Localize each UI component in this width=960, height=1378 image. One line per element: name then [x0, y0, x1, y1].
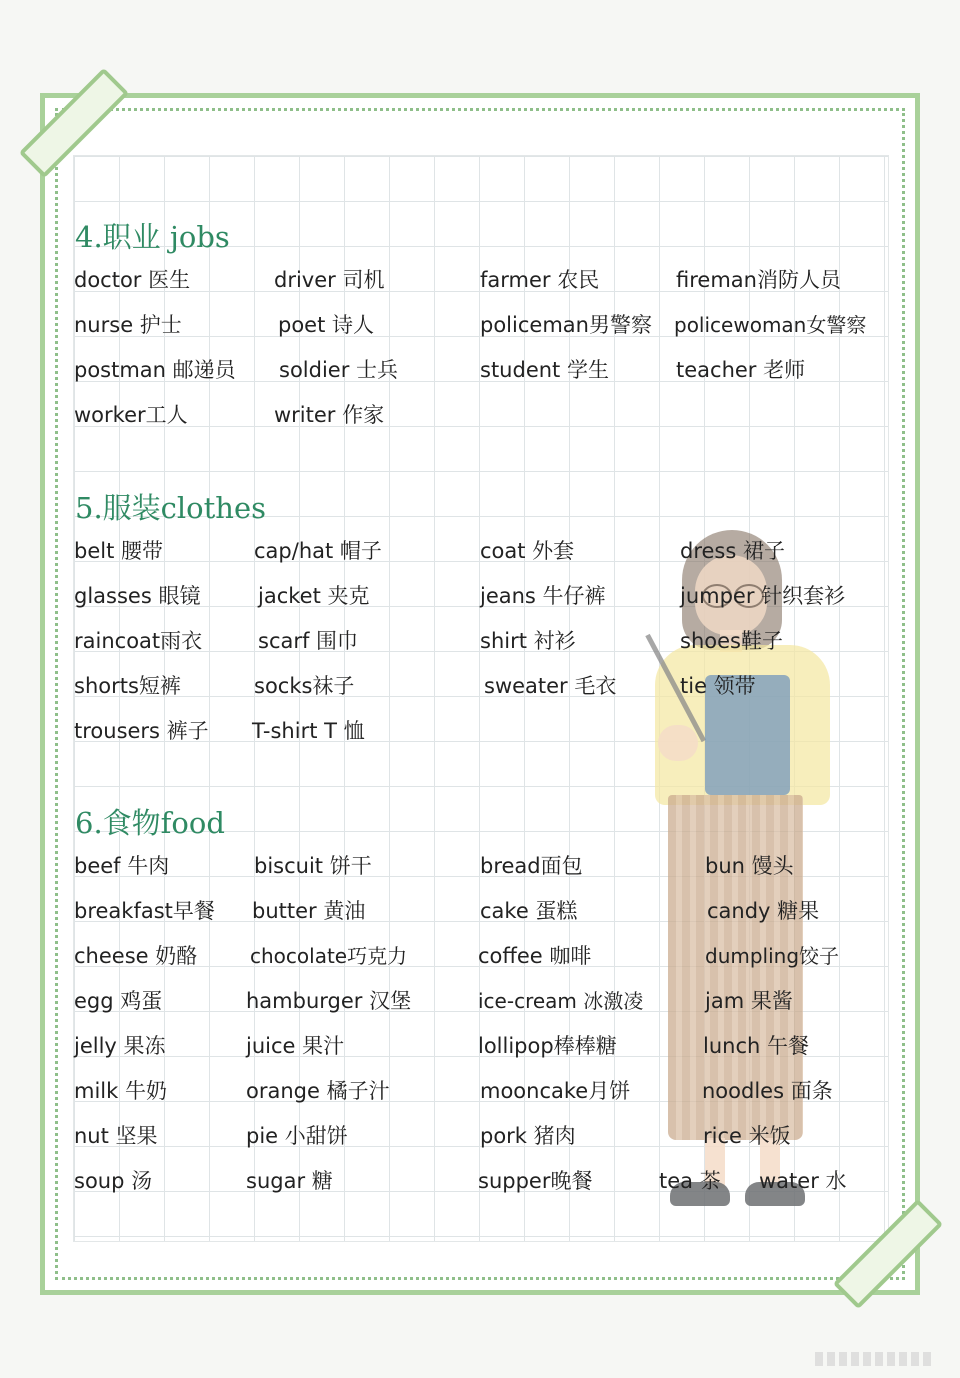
vocab-item: noodles 面条 [702, 1079, 833, 1103]
vocab-item: rice 米饭 [703, 1124, 791, 1148]
vocab-item: pie 小甜饼 [246, 1124, 348, 1148]
teacher-hand [658, 725, 698, 761]
vocab-item: nurse 护士 [74, 313, 182, 337]
vocab-item: orange 橘子汁 [246, 1079, 390, 1103]
vocab-item: breakfast早餐 [74, 899, 215, 923]
vocab-item: egg 鸡蛋 [74, 989, 163, 1013]
vocab-item: cap/hat 帽子 [254, 539, 382, 563]
vocab-item: nut 坚果 [74, 1124, 158, 1148]
vocab-item: coffee 咖啡 [478, 944, 592, 968]
section-title-jobs: 4.职业 jobs [75, 220, 230, 254]
vocab-item: farmer 农民 [480, 268, 600, 292]
vocab-item: writer 作家 [274, 403, 385, 427]
vocab-item: policeman男警察 [480, 313, 652, 337]
vocab-item: pork 猪肉 [480, 1124, 576, 1148]
vocab-item: driver 司机 [274, 268, 385, 292]
vocab-item: scarf 围巾 [258, 629, 359, 653]
vocab-item: cheese 奶酪 [74, 944, 198, 968]
vocab-item: bread面包 [480, 854, 583, 878]
section-title-clothes: 5.服装clothes [75, 491, 267, 525]
vocab-item: shoes鞋子 [680, 629, 783, 653]
vocab-item: juice 果汁 [246, 1034, 345, 1058]
vocab-item: beef 牛肉 [74, 854, 170, 878]
vocab-item: policewoman女警察 [674, 313, 867, 337]
vocab-item: belt 腰带 [74, 539, 163, 563]
vocab-item: milk 牛奶 [74, 1079, 167, 1103]
vocab-item: hamburger 汉堡 [246, 989, 412, 1013]
vocab-item: T-shirt T 恤 [252, 719, 365, 743]
vocab-item: ice-cream 冰激凌 [478, 989, 644, 1013]
vocab-item: fireman消防人员 [676, 268, 841, 292]
vocab-item: chocolate巧克力 [250, 944, 408, 968]
vocab-item: dress 裙子 [680, 539, 785, 563]
vocab-item: water 水 [759, 1169, 847, 1193]
vocab-item: biscuit 饼干 [254, 854, 372, 878]
vocab-item: shirt 衬衫 [480, 629, 576, 653]
vocab-item: raincoat雨衣 [74, 629, 203, 653]
vocab-item: cake 蛋糕 [480, 899, 578, 923]
vocab-item: butter 黄油 [252, 899, 366, 923]
watermark [815, 1352, 935, 1366]
vocab-item: trousers 裤子 [74, 719, 209, 743]
vocab-item: candy 糖果 [707, 899, 820, 923]
vocab-item: lollipop棒棒糖 [478, 1034, 617, 1058]
vocab-item: jeans 牛仔裤 [480, 584, 606, 608]
vocab-item: worker工人 [74, 403, 188, 427]
vocab-item: dumpling饺子 [705, 944, 840, 968]
vocab-item: tea 茶 [659, 1169, 721, 1193]
vocab-item: teacher 老师 [676, 358, 806, 382]
vocab-item: glasses 眼镜 [74, 584, 201, 608]
vocab-item: postman 邮递员 [74, 358, 236, 382]
vocab-item: bun 馒头 [705, 854, 794, 878]
vocab-item: jam 果酱 [705, 989, 793, 1013]
vocab-item: supper晚餐 [478, 1169, 593, 1193]
vocab-item: sweater 毛衣 [484, 674, 617, 698]
vocab-item: coat 外套 [480, 539, 575, 563]
vocab-item: soldier 士兵 [279, 358, 399, 382]
vocab-item: poet 诗人 [278, 313, 375, 337]
vocab-item: jacket 夹克 [258, 584, 370, 608]
vocab-item: doctor 医生 [74, 268, 191, 292]
vocab-item: soup 汤 [74, 1169, 153, 1193]
vocab-item: mooncake月饼 [480, 1079, 631, 1103]
vocab-item: jumper 针织套衫 [680, 584, 846, 608]
vocab-item: sugar 糖 [246, 1169, 333, 1193]
section-title-food: 6.食物food [75, 806, 225, 840]
vocab-item: jelly 果冻 [74, 1034, 166, 1058]
vocab-item: socks袜子 [254, 674, 355, 698]
vocab-item: shorts短裤 [74, 674, 181, 698]
vocab-item: tie 领带 [680, 674, 756, 698]
vocab-item: student 学生 [480, 358, 609, 382]
vocab-item: lunch 午餐 [703, 1034, 809, 1058]
